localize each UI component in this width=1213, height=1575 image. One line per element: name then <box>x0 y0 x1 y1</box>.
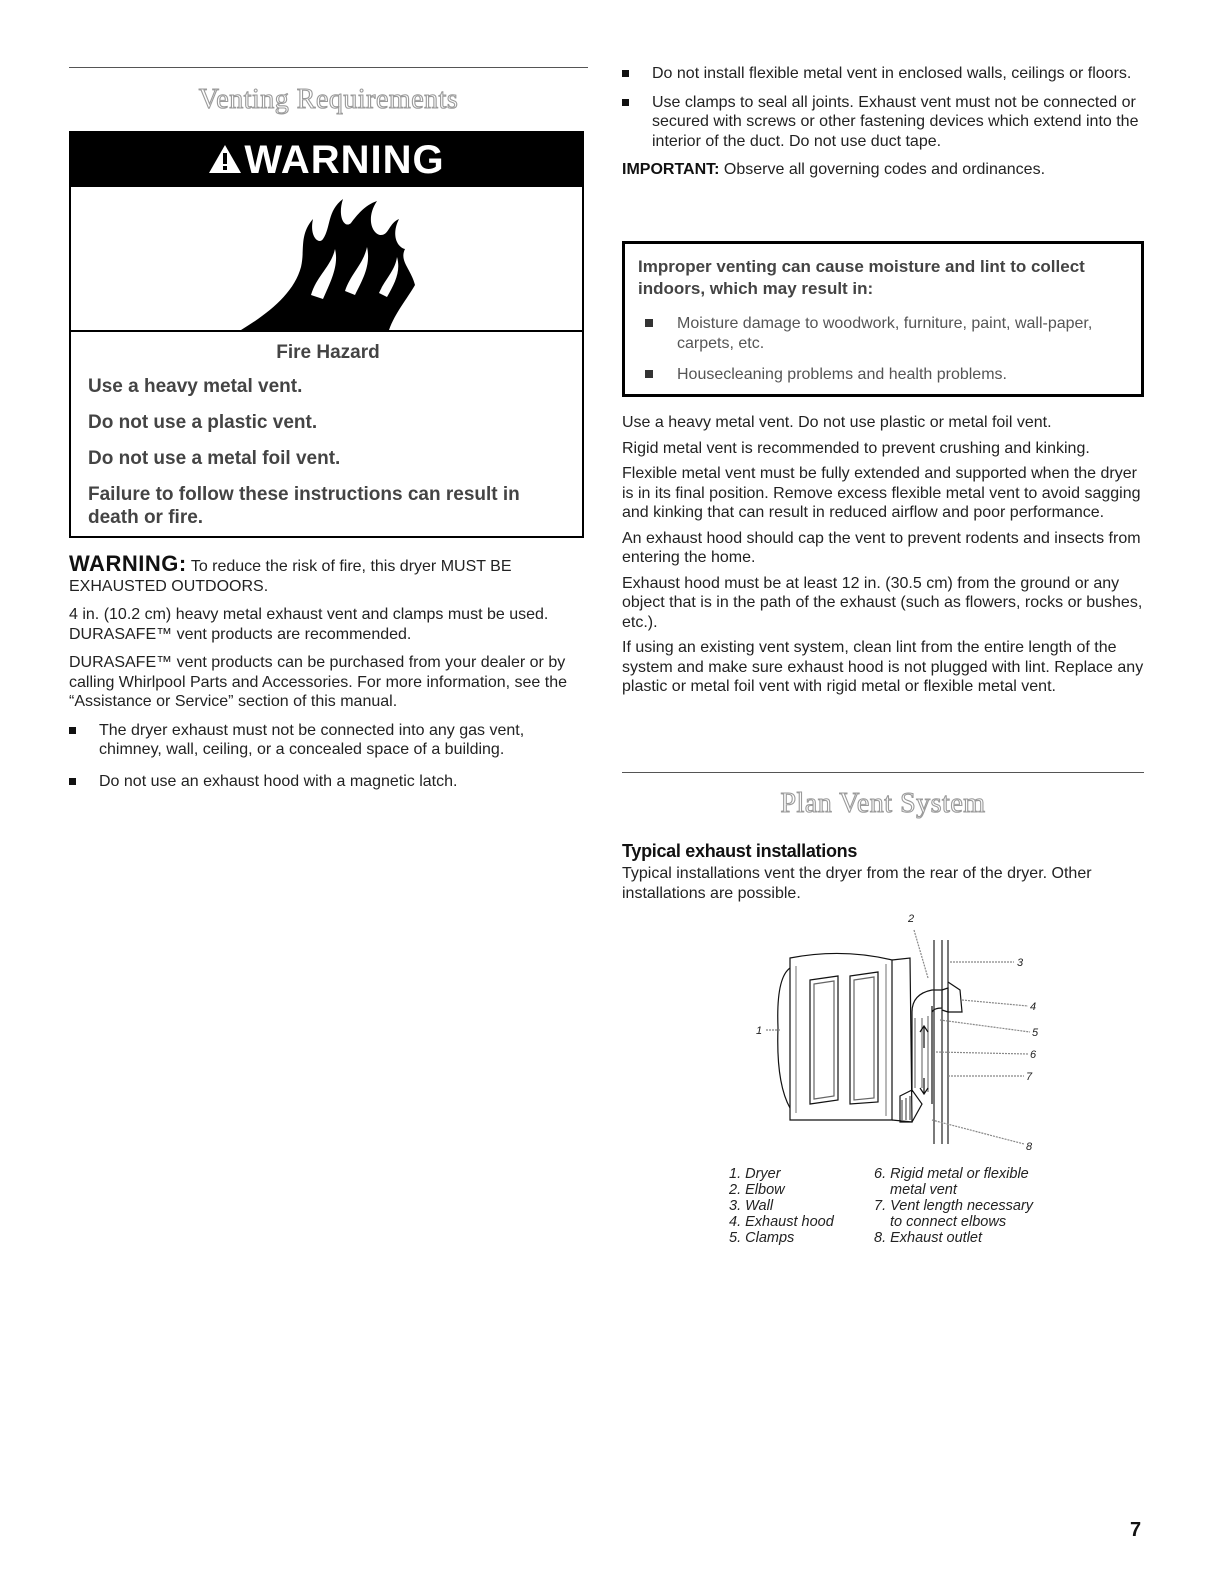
warning-line: Do not use a plastic vent. <box>88 412 318 433</box>
legend-item: 6. Rigid metal or flexible <box>874 1166 1029 1182</box>
legend-item: metal vent <box>890 1182 957 1198</box>
warning-line: Do not use a metal foil vent. <box>88 448 341 469</box>
right-body <box>622 413 1144 697</box>
body-paragraph: If using an existing vent system, clean lint from the entire length of the system and make sure exhaust hood is not plugged with lint. Replace any plastic or metal foil vent with rigid metal or flexible metal vent. <box>622 639 1144 695</box>
section-title-plan-vent-system: Plan Vent System <box>780 788 986 819</box>
bullet-item: Do not use an exhaust hood with a magnetic latch. <box>69 772 588 792</box>
body-paragraph: An exhaust hood should cap the vent to prevent rodents and insects from entering the home. <box>622 529 1141 566</box>
warning-triangle-icon <box>208 135 242 189</box>
dryer-outline <box>790 953 892 1120</box>
left-body <box>69 551 588 791</box>
hazard-title: Fire Hazard <box>276 342 380 363</box>
diagram-label: 4 <box>1030 1001 1037 1013</box>
warning-divider <box>71 330 582 332</box>
diagram-label: 7 <box>1026 1071 1033 1083</box>
important-label: IMPORTANT: <box>622 161 720 178</box>
legend-right <box>874 1166 1033 1246</box>
right-top-body <box>622 64 1144 180</box>
warning-line: Failure to follow these instructions can result in death or fire. <box>88 484 520 528</box>
important-body: Observe all governing codes and ordinances. <box>723 161 1046 178</box>
legend-item: 8. Exhaust outlet <box>874 1230 983 1246</box>
diagram-label: 1 <box>756 1025 763 1037</box>
legend-item: 3. Wall <box>729 1198 774 1214</box>
legend-item: 2. Elbow <box>729 1182 785 1198</box>
body-paragraph: Use a heavy metal vent. Do not use plastic or metal foil vent. <box>622 414 1052 431</box>
durasafe-paragraph: DURASAFE™ vent products can be purchased from your dealer or by calling Whirlpool Parts and Accessories. For more information, see the “Assistance or Service” section of this manual. <box>69 654 567 710</box>
body-paragraph: Flexible metal vent must be fully extended and supported when the dryer is in its final position. Remove excess flexible metal vent to avoid sagging and kinking that can result in reduced airflow and poor performance. <box>622 465 1141 521</box>
warning-header-text: WARNING <box>244 138 445 182</box>
moisture-warning-box <box>622 241 1144 397</box>
section-title-venting-requirements: Venting Requirements <box>198 84 459 115</box>
warning-header <box>71 133 582 187</box>
vent-size-paragraph: 4 in. (10.2 cm) heavy metal exhaust vent and clamps must be used. DURASAFE™ vent products are recommended. <box>69 606 549 643</box>
legend-item: 4. Exhaust hood <box>729 1214 834 1230</box>
warning-box <box>69 131 584 538</box>
section-rule <box>622 772 1144 773</box>
moisture-heading: Improper venting can cause moisture and lint to collect indoors, which may result in: <box>638 257 1085 298</box>
bullet-item: The dryer exhaust must not be connected into any gas vent, chimney, wall, ceiling, or a concealed space of a building. <box>69 721 588 760</box>
legend-item: 1. Dryer <box>729 1166 781 1182</box>
warning-text-block <box>88 341 568 542</box>
diagram-label: 2 <box>908 913 915 925</box>
bullet-item: Do not install flexible metal vent in enclosed walls, ceilings or floors. <box>622 64 1144 84</box>
important-paragraph <box>622 160 1144 180</box>
diagram-label: 5 <box>1032 1027 1039 1039</box>
legend-item: 7. Vent length necessary <box>874 1198 1034 1214</box>
dryer-door <box>778 968 790 1108</box>
section-rule <box>69 67 588 68</box>
warning-paragraph <box>69 551 588 596</box>
sub-text: Typical installations vent the dryer from the rear of the dryer. Other installations are possible. <box>622 865 1092 902</box>
warning-label: WARNING: <box>69 551 187 576</box>
moisture-item: Moisture damage to woodwork, furniture, paint, wall-paper, carpets, etc. <box>645 314 1147 354</box>
warning-line: Use a heavy metal vent. <box>88 376 303 397</box>
legend-item: 5. Clamps <box>729 1230 795 1246</box>
page-number: 7 <box>1130 1519 1142 1541</box>
diagram-label: 6 <box>1030 1049 1037 1061</box>
legend-item: to connect elbows <box>890 1214 1007 1230</box>
diagram-label: 8 <box>1026 1141 1033 1153</box>
moisture-item: Housecleaning problems and health problems. <box>645 365 1147 385</box>
diagram-label: 3 <box>1017 957 1024 969</box>
body-paragraph: Rigid metal vent is recommended to prevent crushing and kinking. <box>622 439 1090 457</box>
fire-flame-icon <box>239 195 419 335</box>
warning-body: To reduce the risk of fire, this dryer MUST BE EXHAUSTED OUTDOORS. <box>69 558 512 595</box>
bullet-item: Use clamps to seal all joints. Exhaust vent must not be connected or secured with screws or other fastening devices which extend into the interior of the duct. Do not use duct tape. <box>622 93 1144 152</box>
body-paragraph: Exhaust hood must be at least 12 in. (30.5 cm) from the ground or any object that is in the path of the exhaust (such as flowers, rocks or bushes, etc.). <box>622 574 1143 631</box>
exhaust-installation-diagram <box>756 908 1042 1158</box>
sub-heading: Typical exhaust installations <box>622 841 858 861</box>
legend-left <box>729 1166 834 1246</box>
